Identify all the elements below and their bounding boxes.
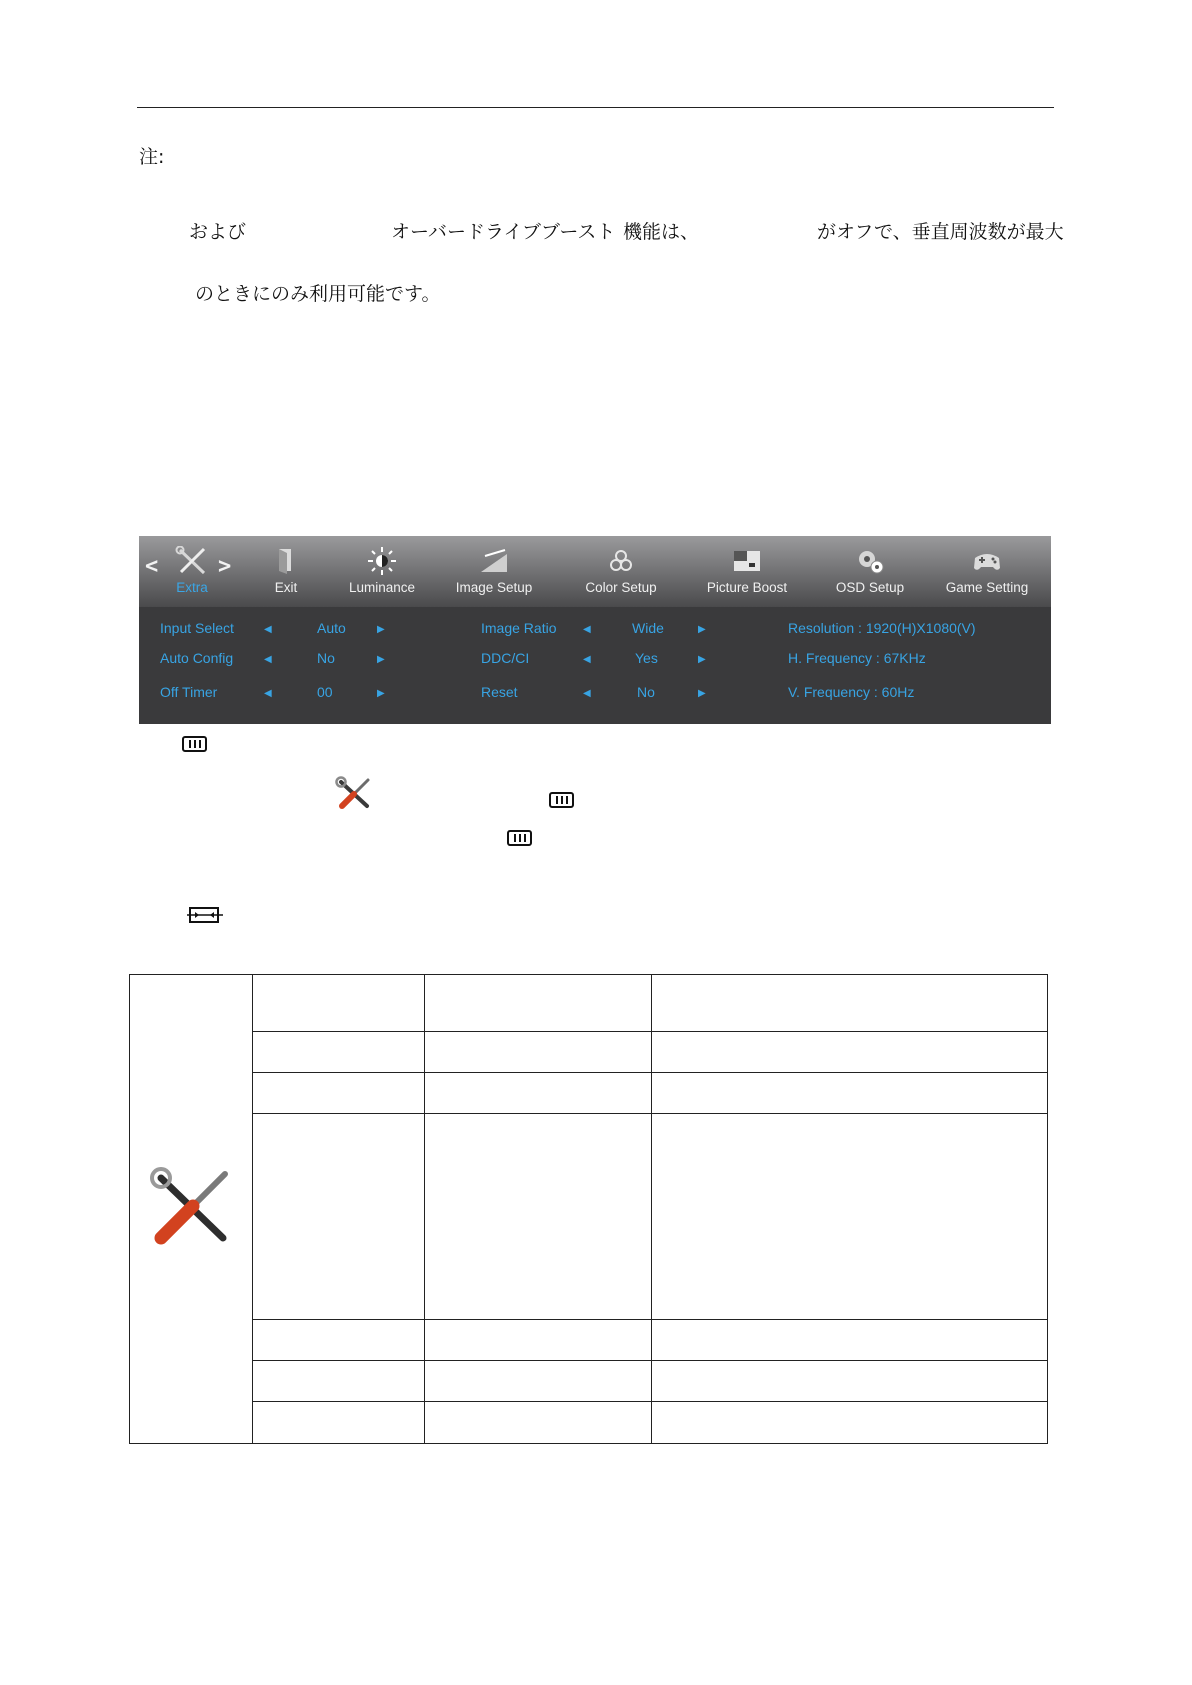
osd-item-off-timer: Off Timer: [160, 684, 218, 700]
osd-item-reset: Reset: [481, 684, 518, 700]
table-cell: [253, 1114, 425, 1320]
note-text-c: 機能は、: [623, 221, 700, 243]
note-text-b: オーバードライブブースト: [391, 221, 616, 243]
osd-left-triangle-icon: ◀: [583, 688, 591, 699]
table-cell: [425, 1073, 652, 1114]
table-row: [130, 1320, 1048, 1361]
osd-item-input-select: Input Select: [160, 620, 234, 636]
table-cell: [253, 1361, 425, 1402]
osd-left-triangle-icon: ◀: [583, 624, 591, 635]
osd-tab-label: Picture Boost: [706, 580, 788, 595]
note-label: 注:: [139, 146, 165, 168]
osd-tab-label: Luminance: [348, 580, 416, 595]
osd-tab-label: Image Setup: [455, 580, 533, 595]
table-cell: [253, 1073, 425, 1114]
table-cell: [425, 1361, 652, 1402]
osd-right-arrow-icon: >: [218, 554, 232, 579]
osd-tab-bar: [139, 536, 1051, 607]
color-circles-icon: [604, 546, 638, 576]
osd-value-reset: No: [637, 684, 655, 700]
osd-tab-label: OSD Setup: [835, 580, 905, 595]
osd-tab-label: Extra: [176, 580, 208, 595]
osd-tab-luminance: [327, 540, 437, 604]
tools-icon: [175, 546, 209, 576]
osd-right-triangle-icon: ▶: [377, 654, 385, 665]
osd-tab-osd-setup: [815, 540, 925, 604]
table-cell: [652, 1114, 1048, 1320]
osd-right-triangle-icon: ▶: [698, 624, 706, 635]
osd-info-value: 1920(H)X1080(V): [865, 620, 976, 636]
table-row: [130, 1114, 1048, 1320]
table-cell: [652, 1361, 1048, 1402]
table-cell: [652, 1320, 1048, 1361]
osd-tab-color-setup: [566, 540, 676, 604]
osd-tab-image-setup: [439, 540, 549, 604]
osd-left-triangle-icon: ◀: [264, 624, 272, 635]
table-row: [130, 975, 1048, 1032]
table-cell: [425, 975, 652, 1032]
osd-tab-picture-boost: [692, 540, 802, 604]
table-row: [130, 1032, 1048, 1073]
osd-left-triangle-icon: ◀: [583, 654, 591, 665]
table-row: [130, 1402, 1048, 1444]
osd-info-label: H. Frequency :: [788, 650, 884, 666]
menu-button-icon: [507, 830, 532, 846]
osd-item-auto-config: Auto Config: [160, 650, 234, 666]
osd-value-image-ratio: Wide: [632, 620, 664, 636]
table-cell: [652, 1402, 1048, 1444]
osd-gears-icon: [853, 546, 887, 576]
table-row: [130, 1361, 1048, 1402]
note-text-line2: のときにのみ利用可能です。: [195, 283, 441, 305]
enter-button-icon: [187, 905, 223, 925]
osd-info-v-frequency: [788, 684, 914, 700]
picture-boost-icon: [730, 546, 764, 576]
osd-tab-exit: [231, 540, 341, 604]
table-row: [130, 1073, 1048, 1114]
osd-info-value: 67KHz: [883, 650, 926, 666]
table-cell: [253, 1320, 425, 1361]
osd-value-ddc-ci: Yes: [635, 650, 658, 666]
osd-menu-screenshot: [139, 536, 1051, 724]
table-cell: [652, 1032, 1048, 1073]
osd-tab-label: Game Setting: [945, 580, 1029, 595]
osd-info-label: V. Frequency :: [788, 684, 882, 700]
osd-right-triangle-icon: ▶: [698, 654, 706, 665]
header-rule: [137, 107, 1054, 108]
tools-icon: [335, 776, 373, 810]
note-text-d: がオフで、垂直周波数が最大: [817, 221, 1064, 243]
osd-left-triangle-icon: ◀: [264, 688, 272, 699]
osd-info-h-frequency: [788, 650, 926, 666]
table-cell: [652, 975, 1048, 1032]
osd-value-input-select: Auto: [317, 620, 346, 636]
sun-icon: [365, 546, 399, 576]
table-cell: [425, 1114, 652, 1320]
osd-tab-label: Color Setup: [585, 580, 657, 595]
osd-info-label: Resolution :: [788, 620, 866, 636]
osd-item-image-ratio: Image Ratio: [481, 620, 557, 636]
extra-settings-table: [129, 974, 1048, 1444]
osd-info-value: 60Hz: [881, 684, 915, 700]
table-cell: [652, 1073, 1048, 1114]
osd-item-ddc-ci: DDC/CI: [481, 650, 530, 666]
table-cell: [425, 1320, 652, 1361]
osd-left-arrow-icon: <: [145, 554, 159, 579]
table-cell: [253, 1402, 425, 1444]
osd-info-resolution: [788, 620, 976, 636]
exit-door-icon: [269, 546, 303, 576]
image-setup-icon: [477, 546, 511, 576]
table-icon-cell: [130, 975, 253, 1444]
table-cell: [253, 975, 425, 1032]
osd-value-off-timer: 00: [317, 684, 333, 700]
osd-value-auto-config: No: [317, 650, 335, 666]
osd-tab-game-setting: [932, 540, 1042, 604]
note-text-a: および: [189, 221, 247, 243]
table-cell: [425, 1032, 652, 1073]
osd-right-triangle-icon: ▶: [377, 624, 385, 635]
menu-button-icon: [549, 792, 574, 808]
gamepad-icon: [970, 546, 1004, 576]
osd-right-triangle-icon: ▶: [698, 688, 706, 699]
tools-icon: [149, 1166, 233, 1248]
table-cell: [253, 1032, 425, 1073]
menu-button-icon: [182, 736, 207, 752]
osd-right-triangle-icon: ▶: [377, 688, 385, 699]
osd-left-triangle-icon: ◀: [264, 654, 272, 665]
osd-tab-label: Exit: [274, 580, 298, 595]
table-cell: [425, 1402, 652, 1444]
